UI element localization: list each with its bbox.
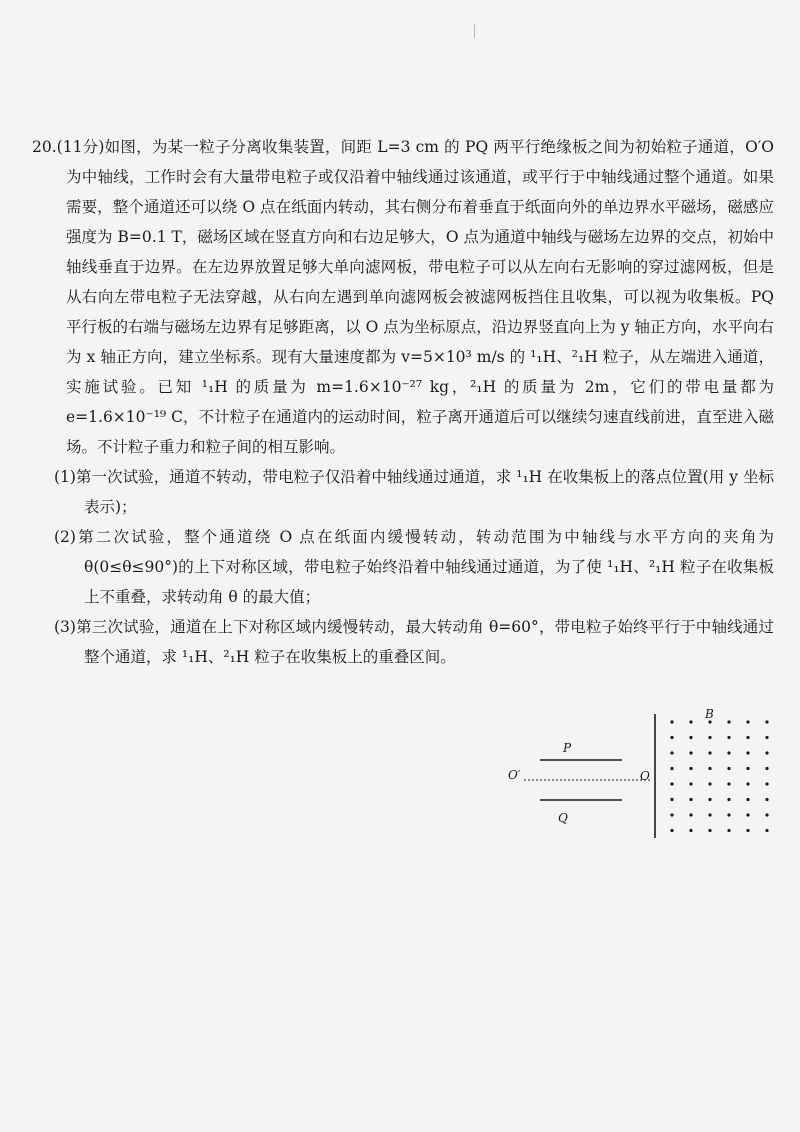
field-dot (670, 720, 673, 723)
field-dot (708, 736, 711, 739)
field-dot (727, 829, 730, 832)
field-dot (746, 798, 749, 801)
field-dot (765, 767, 768, 770)
label-q: Q (558, 811, 568, 825)
field-dot (689, 767, 692, 770)
field-dot (746, 720, 749, 723)
field-dot (746, 767, 749, 770)
field-dot (708, 813, 711, 816)
field-dot (746, 782, 749, 785)
field-dot (670, 751, 673, 754)
question-part-1: (1)第一次试验，通道不转动，带电粒子仅沿着中轴线通过通道，求 ¹₁H 在收集板上的落点位置(用 y 坐标表示)； (54, 468, 774, 516)
field-dot (765, 798, 768, 801)
question-part-2: (2)第二次试验，整个通道绕 O 点在纸面内缓慢转动，转动范围为中轴线与水平方向的夹角为 θ(0≤θ≤90°)的上下对称区域，带电粒子始终沿着中轴线通过通道，为了使 ¹₁H、²₁H 粒子在收集板上不重叠，求转动角 θ 的最大值； (54, 528, 774, 606)
label-p: P (563, 741, 572, 755)
field-dot (727, 720, 730, 723)
field-dot (708, 751, 711, 754)
field-dot (765, 782, 768, 785)
field-dot (727, 798, 730, 801)
field-dot (746, 829, 749, 832)
field-dot (689, 751, 692, 754)
field-dot (746, 751, 749, 754)
field-dot (670, 829, 673, 832)
label-o: O (640, 769, 650, 783)
field-dot (765, 813, 768, 816)
field-dot (689, 813, 692, 816)
field-dot (689, 798, 692, 801)
field-dot (689, 829, 692, 832)
field-dot (670, 782, 673, 785)
field-dot (670, 736, 673, 739)
page-fold-mark (474, 24, 475, 38)
field-dot (708, 782, 711, 785)
field-dot (765, 829, 768, 832)
device-diagram (500, 702, 780, 842)
field-dot (765, 720, 768, 723)
field-dot (708, 798, 711, 801)
question-stem-text: 如图，为某一粒子分离收集装置，间距 L=3 cm 的 PQ 两平行绝缘板之间为初始粒子通道，O′O 为中轴线，工作时会有大量带电粒子或仅沿着中轴线通过该通道，或平行于中轴线通过整个通道。如果需要，整个通道还可以绕 O 点在纸面内转动，其右侧分布着垂直于纸面向外的单边界水平磁场，磁感应强度为 B=0.1 T，磁场区域在竖直方向和右边足够大，O 点为通道中轴线与磁场左边界的交点，初始中轴线垂直于边界。在左边界放置足够大单向滤网板，带电粒子可以从左向右无影响的穿过滤网板，但是从右向左带电粒子无法穿越，从右向左遇到单向滤网板会被滤网板挡住且收集，可以视为收集板。PQ 平行板的右端与磁场左边界有足够距离，以 O 点为坐标原点，沿边界竖直向上为 y 轴正方向，水平向右为 x 轴正方向，建立坐标系。现有大量速度都为 v=5×10³ m/s 的 ¹₁H、²₁H 粒子，从左端进入通道，实施试验。已知 ¹₁H 的质量为 m=1.6×10⁻²⁷ kg，²₁H 的质量为 2m，它们的带电量都为 e=1.6×10⁻¹⁹ C，不计粒子在通道内的运动时间，粒子离开通道后可以继续匀速直线前进，直至进入磁场。不计粒子重力和粒子间的相互影响。 (66, 138, 774, 456)
field-dot (689, 736, 692, 739)
label-b: B (705, 707, 714, 721)
field-dot (670, 798, 673, 801)
field-dot (670, 813, 673, 816)
question-score: (11分) (56, 138, 105, 156)
magnetic-field-dots (670, 720, 768, 832)
field-dot (689, 782, 692, 785)
physics-question-20 (32, 132, 774, 672)
field-dot (708, 829, 711, 832)
label-o-prime: O′ (508, 768, 521, 782)
field-dot (727, 767, 730, 770)
question-number: 20. (32, 138, 57, 156)
device-diagram-svg (500, 702, 780, 842)
question-part-3: (3)第三次试验，通道在上下对称区域内缓慢转动，最大转动角 θ=60°，带电粒子始终平行于中轴线通过整个通道，求 ¹₁H、²₁H 粒子在收集板上的重叠区间。 (54, 618, 774, 666)
field-dot (727, 813, 730, 816)
field-dot (765, 736, 768, 739)
field-dot (765, 751, 768, 754)
field-dot (670, 767, 673, 770)
field-dot (689, 720, 692, 723)
field-dot (727, 782, 730, 785)
question-stem (32, 132, 774, 462)
field-dot (746, 736, 749, 739)
field-dot (727, 736, 730, 739)
field-dot (727, 751, 730, 754)
field-dot (708, 767, 711, 770)
field-dot (746, 813, 749, 816)
